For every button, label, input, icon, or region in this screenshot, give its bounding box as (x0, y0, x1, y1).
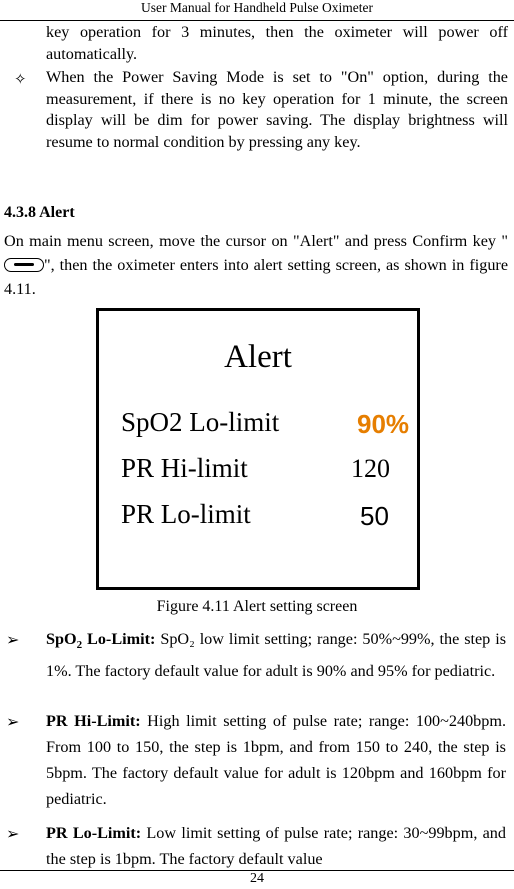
screen-title: Alert (224, 339, 292, 375)
section-title: 4.3.8 Alert (4, 204, 75, 221)
header-title: User Manual for Handheld Pulse Oximeter (140, 0, 374, 15)
item-term: PR Hi-Limit: (46, 712, 141, 730)
pr-hi-limit-value: 120 (351, 454, 390, 483)
diamond-bullet-icon: ✧ (14, 72, 27, 88)
arrow-bullet-icon: ➢ (6, 826, 20, 843)
alert-screen-figure (96, 308, 420, 590)
item-term: SpO$_2$ Lo-Limit: (46, 630, 156, 652)
figure-caption: Figure 4.11 Alert setting screen (156, 598, 358, 615)
item-text: High limit setting of pulse rate; range: 100~240bpm. From 100 to 150, the step is 1bpm, and from 150 to 240, the step is 5bpm. The factory default value for adult is 120bpm and 160bpm for pediatric. (46, 712, 506, 808)
arrow-bullet-icon: ➢ (6, 714, 20, 731)
spo2-lo-limit-value: 90% (357, 409, 410, 439)
item-text: SpO₂ low limit setting; range: 50%~99%, the step is 1%. The factory default value for adult is 90% and 95% for pediatric. (46, 630, 506, 681)
item-text: Low limit setting of pulse rate; range: 30~99bpm, and the step is 1bpm. The factory default value (46, 824, 506, 868)
pr-hi-limit-label: PR Hi-limit (121, 453, 248, 483)
power-saving-paragraph: When the Power Saving Mode is set to "On" option, during the measurement, if there is no key operation for 1 minute, the screen display will be dim for power saving. The display brightness will resume to normal condition by pressing any key. (46, 68, 508, 151)
continued-paragraph: key operation for 3 minutes, then the oximeter will power off automatically. (46, 23, 508, 63)
pr-lo-limit-label: PR Lo-limit (121, 499, 251, 529)
pr-lo-limit-value: 50 (360, 501, 389, 531)
list-item (46, 708, 506, 812)
confirm-key-icon (4, 258, 44, 272)
section-body (4, 229, 508, 301)
arrow-bullet-icon: ➢ (6, 632, 20, 649)
list-item (46, 626, 506, 684)
item-term: PR Lo-Limit: (46, 824, 142, 842)
list-item (46, 820, 506, 872)
page-header (0, 0, 514, 21)
section-body-after: ", then the oximeter enters into alert setting screen, as shown in figure 4.11. (4, 256, 508, 298)
page-number: 24 (250, 871, 264, 886)
section-body-before: On main menu screen, move the cursor on "Alert" and press Confirm key " (4, 232, 508, 250)
spo2-lo-limit-label: SpO2 Lo-limit (121, 407, 280, 437)
